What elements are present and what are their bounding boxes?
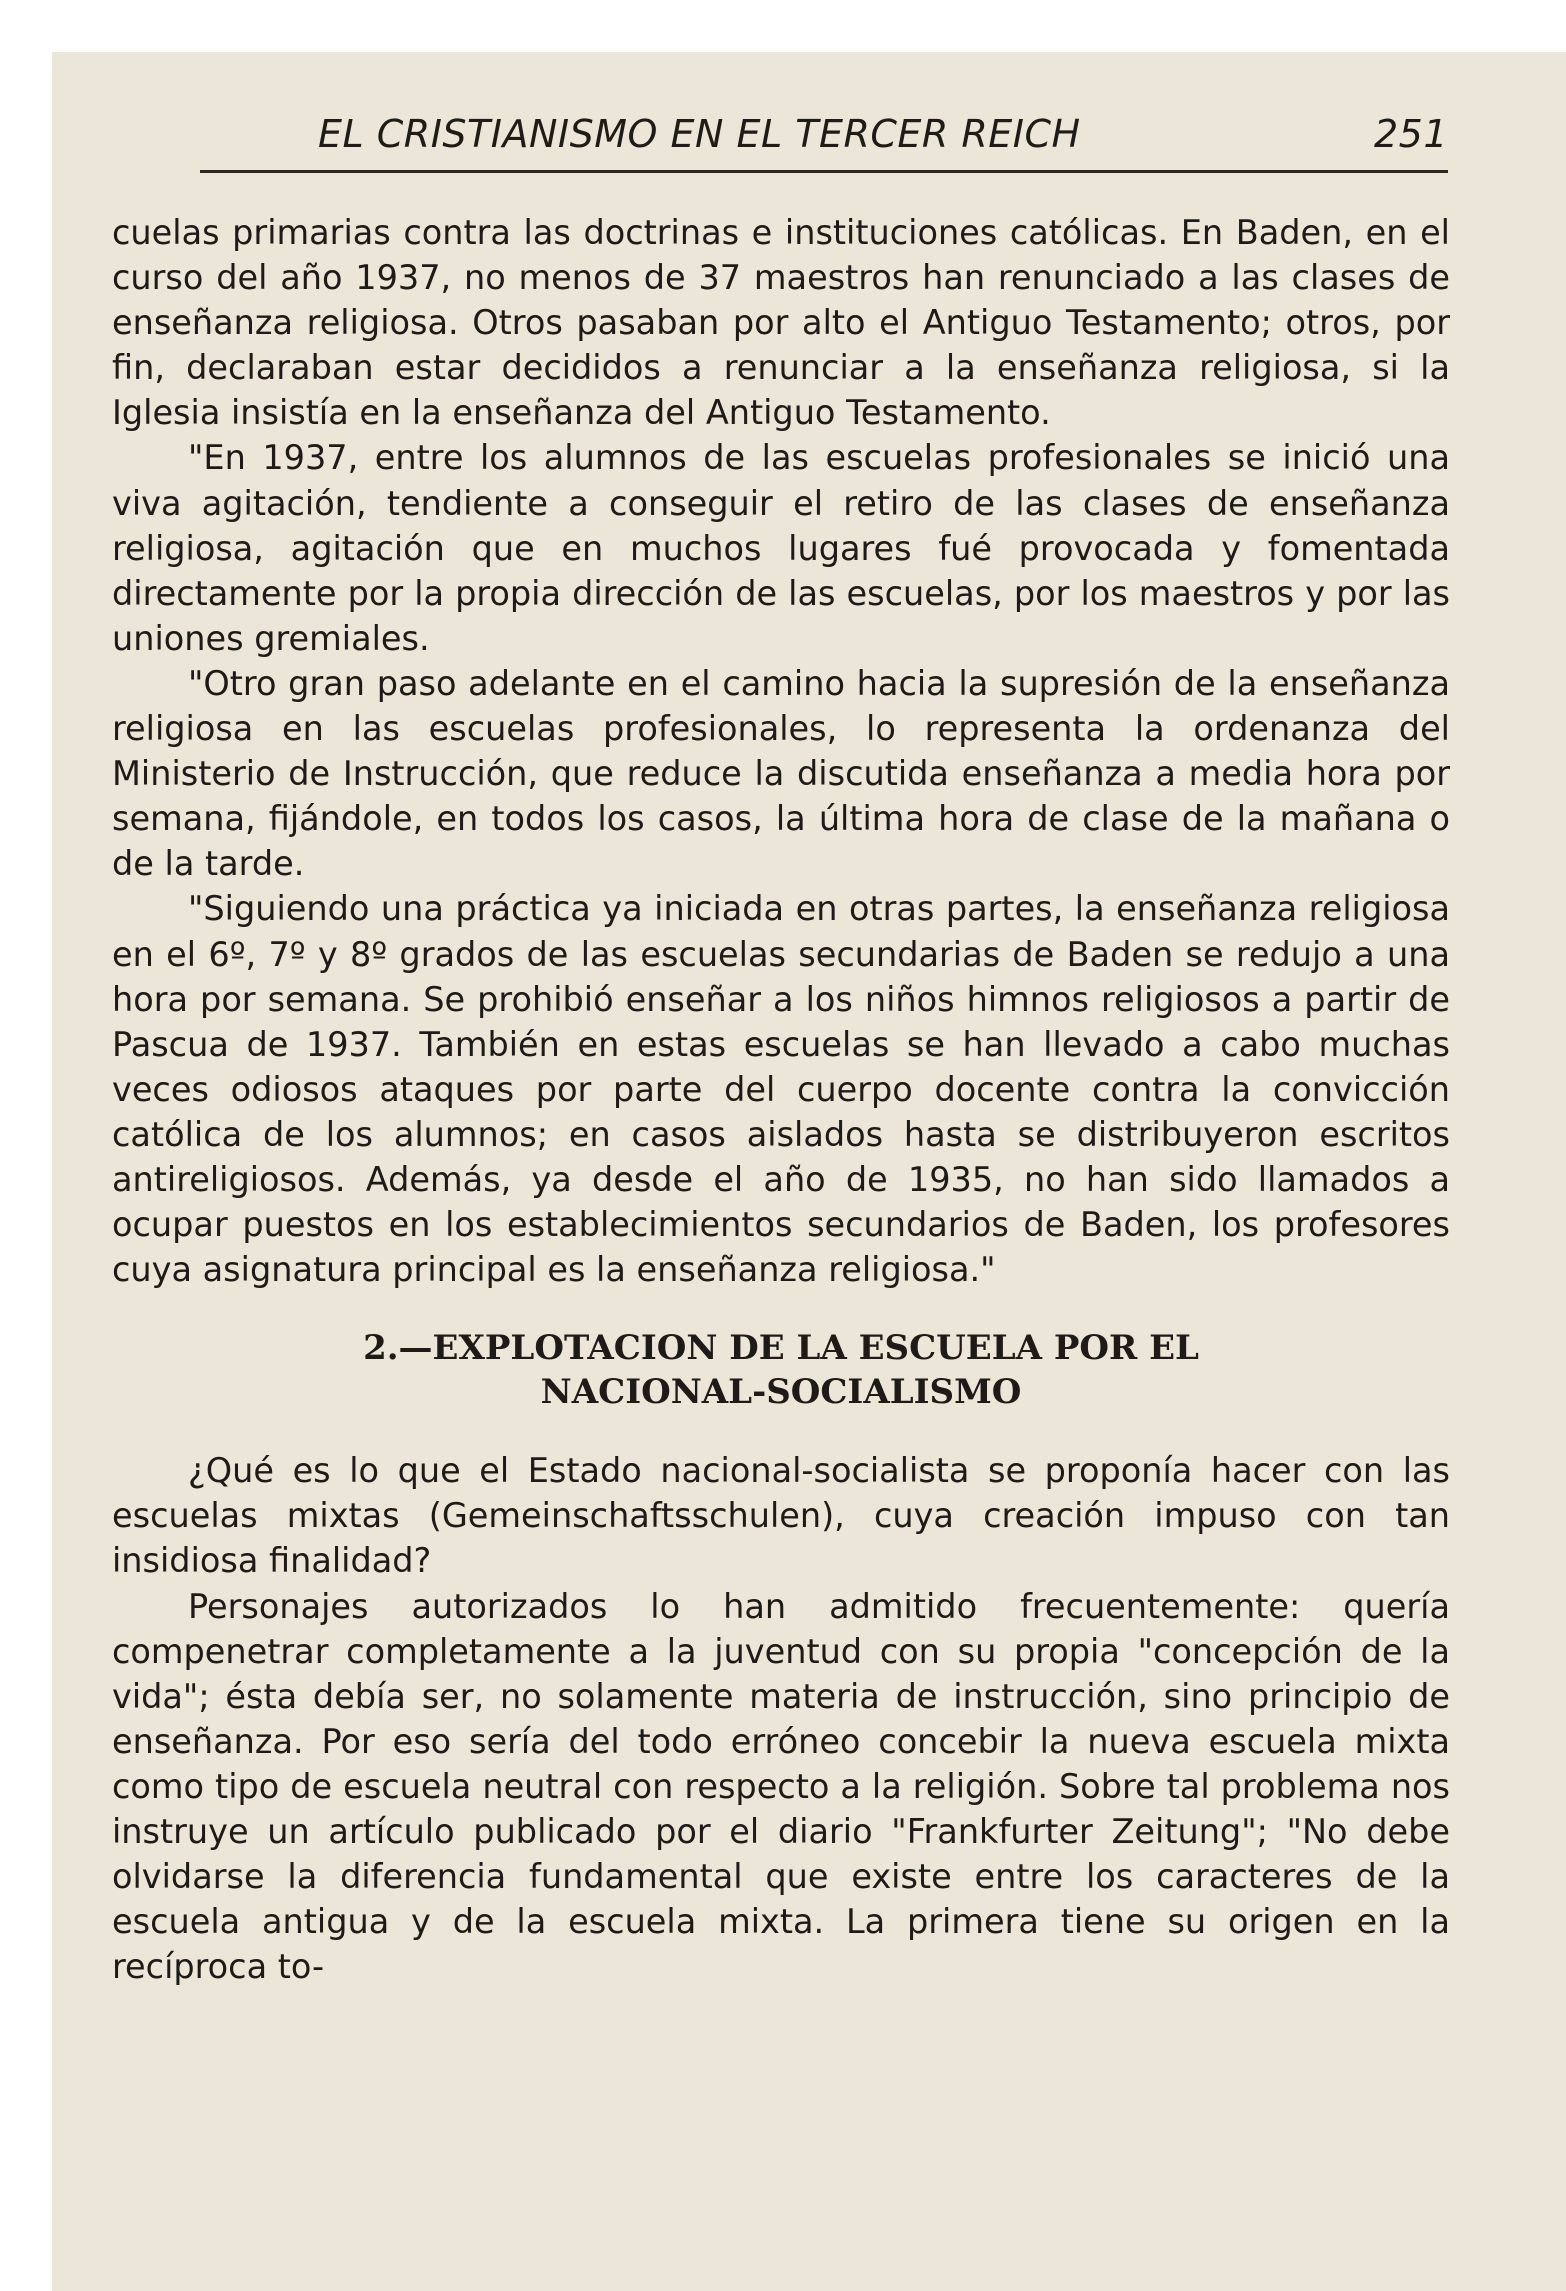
- section-heading: [112, 1326, 1450, 1414]
- paragraph-1: cuelas primarias contra las doctrinas e instituciones católicas. En Baden, en el curso del año 1937, no menos de 37 maestros han renunciado a las clases de enseñanza religiosa. Otros pasaban por alto el Antiguo Testamento; otros, por fin, declaraban estar decididos a renunciar a la enseñanza religiosa, si la Iglesia insistía en la enseñanza del Antiguo Testamento.: [112, 213, 1450, 433]
- paragraph-4: "Siguiendo una práctica ya iniciada en otras partes, la enseñanza religiosa en el 6º, 7º y 8º grados de las escuelas secundarias de Baden se redujo a una hora por semana. Se prohibió enseñar a los niños himnos religiosos a partir de Pascua de 1937. También en estas escuelas se han llevado a cabo muchas veces odiosos ataques por parte del cuerpo docente contra la convicción católica de los alumnos; en casos aislados hasta se distribuyeron escritos antireligiosos. Además, ya desde el año de 1935, no han sido llamados a ocupar puestos en los establecimientos secundarios de Baden, los profesores cuya asignatura principal es la enseñanza religiosa.": [112, 889, 1450, 1290]
- running-head: [318, 112, 1448, 156]
- paragraph-6: Personajes autorizados lo han admitido frecuentemente: quería compenetrar completamente a la juventud con su propia "concepción de la vida"; ésta debía ser, no solamente materia de instrucción, sino principio de enseñanza. Por eso sería del todo erróneo concebir la nueva escuela mixta como tipo de escuela neutral con respecto a la religión. Sobre tal problema nos instruye un artículo publicado por el diario "Frankfurter Zeitung"; "No debe olvidarse la diferencia fundamental que existe entre los caracteres de la escuela antigua y de la escuela mixta. La primera tiene su origen en la recíproca to-: [112, 1586, 1450, 1987]
- paragraph-3: "Otro gran paso adelante en el camino hacia la supresión de la enseñanza religiosa en las escuelas profesionales, lo representa la ordenanza del Ministerio de Instrucción, que reduce la discutida enseñanza a media hora por semana, fijándole, en todos los casos, la última hora de clase de la mañana o de la tarde.: [112, 663, 1450, 884]
- running-title: EL CRISTIANISMO EN EL TERCER REICH: [318, 112, 1081, 156]
- header-rule: [200, 170, 1448, 173]
- paragraph-2: "En 1937, entre los alumnos de las escuelas profesionales se inició una viva agitación, tendiente a conseguir el retiro de las clases de enseñanza religiosa, agitación que en muchos lugares fué provocada y fomentada directamente por la propia dirección de las escuelas, por los maestros y por las uniones gremiales.: [112, 438, 1450, 658]
- section-heading-line-1: 2.—EXPLOTACION DE LA ESCUELA POR EL: [363, 1328, 1199, 1369]
- paragraph-5: ¿Qué es lo que el Estado nacional-socialista se proponía hacer con las escuelas mixtas (Gemeinschaftsschulen), cuya creación impuso con tan insidiosa finalidad?: [112, 1451, 1450, 1581]
- body-text: [112, 210, 1450, 1989]
- page-number: 251: [1373, 112, 1448, 156]
- section-heading-line-2: NACIONAL-SOCIALISMO: [540, 1372, 1022, 1413]
